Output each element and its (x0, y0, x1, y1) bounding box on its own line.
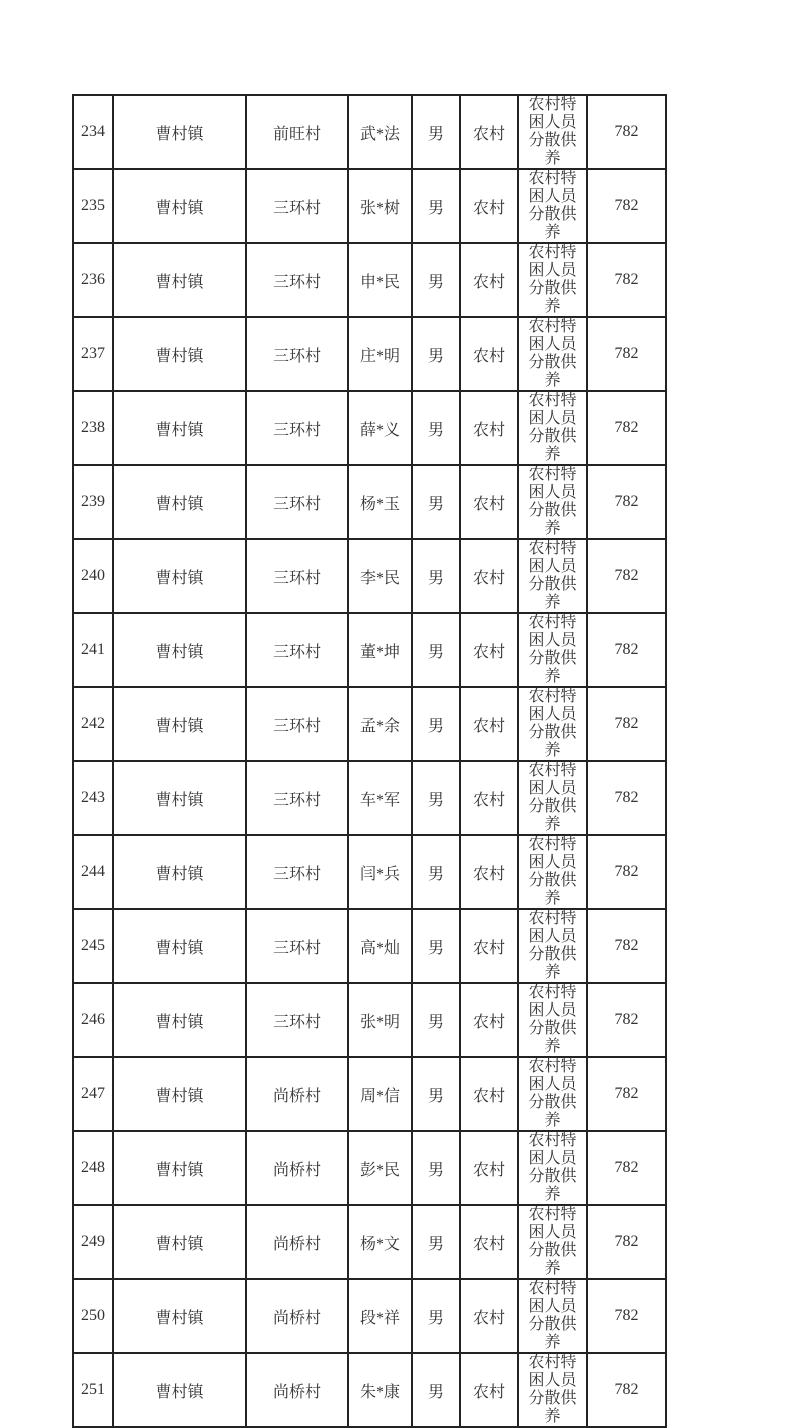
table-row (73, 761, 666, 835)
cell-support-type: 农村特困人员分散供养 (518, 687, 587, 761)
cell-town: 曹村镇 (113, 687, 246, 761)
table-row (73, 835, 666, 909)
table-row (73, 539, 666, 613)
cell-person-name: 杨*玉 (348, 465, 412, 539)
table-row (73, 613, 666, 687)
table-row (73, 243, 666, 317)
cell-person-name: 薛*义 (348, 391, 412, 465)
cell-gender: 男 (412, 317, 460, 391)
cell-town: 曹村镇 (113, 1131, 246, 1205)
cell-support-type: 农村特困人员分散供养 (518, 835, 587, 909)
cell-person-name: 彭*民 (348, 1131, 412, 1205)
cell-village: 三环村 (246, 687, 348, 761)
cell-gender: 男 (412, 761, 460, 835)
cell-gender: 男 (412, 687, 460, 761)
table-row (73, 687, 666, 761)
cell-gender: 男 (412, 539, 460, 613)
cell-person-name: 董*坤 (348, 613, 412, 687)
cell-area-type: 农村 (460, 761, 518, 835)
cell-amount: 782 (587, 1205, 666, 1279)
cell-support-type: 农村特困人员分散供养 (518, 613, 587, 687)
cell-area-type: 农村 (460, 1057, 518, 1131)
cell-town: 曹村镇 (113, 1205, 246, 1279)
cell-area-type: 农村 (460, 95, 518, 169)
cell-gender: 男 (412, 465, 460, 539)
cell-person-name: 张*树 (348, 169, 412, 243)
cell-town: 曹村镇 (113, 539, 246, 613)
cell-area-type: 农村 (460, 1279, 518, 1353)
cell-amount: 782 (587, 317, 666, 391)
cell-amount: 782 (587, 391, 666, 465)
cell-amount: 782 (587, 1057, 666, 1131)
cell-town: 曹村镇 (113, 613, 246, 687)
cell-town: 曹村镇 (113, 983, 246, 1057)
cell-support-type: 农村特困人员分散供养 (518, 317, 587, 391)
cell-amount: 782 (587, 687, 666, 761)
cell-town: 曹村镇 (113, 243, 246, 317)
cell-village: 三环村 (246, 169, 348, 243)
cell-town: 曹村镇 (113, 1353, 246, 1427)
table-body (73, 95, 666, 1427)
cell-gender: 男 (412, 1353, 460, 1427)
table-row (73, 317, 666, 391)
cell-person-name: 庄*明 (348, 317, 412, 391)
cell-person-name: 周*信 (348, 1057, 412, 1131)
cell-person-name: 高*灿 (348, 909, 412, 983)
cell-village: 尚桥村 (246, 1279, 348, 1353)
cell-village: 三环村 (246, 243, 348, 317)
cell-row-number: 235 (73, 169, 113, 243)
table-row (73, 983, 666, 1057)
cell-village: 三环村 (246, 465, 348, 539)
cell-row-number: 236 (73, 243, 113, 317)
beneficiary-table (72, 94, 667, 1428)
cell-area-type: 农村 (460, 1205, 518, 1279)
cell-amount: 782 (587, 95, 666, 169)
cell-support-type: 农村特困人员分散供养 (518, 1131, 587, 1205)
cell-row-number: 246 (73, 983, 113, 1057)
cell-area-type: 农村 (460, 1353, 518, 1427)
cell-town: 曹村镇 (113, 95, 246, 169)
cell-gender: 男 (412, 1057, 460, 1131)
cell-town: 曹村镇 (113, 909, 246, 983)
cell-row-number: 238 (73, 391, 113, 465)
cell-row-number: 245 (73, 909, 113, 983)
table-row (73, 1057, 666, 1131)
cell-town: 曹村镇 (113, 465, 246, 539)
cell-village: 三环村 (246, 835, 348, 909)
table-row (73, 1279, 666, 1353)
cell-person-name: 闫*兵 (348, 835, 412, 909)
table-row (73, 909, 666, 983)
table-row (73, 465, 666, 539)
cell-town: 曹村镇 (113, 169, 246, 243)
cell-area-type: 农村 (460, 243, 518, 317)
cell-area-type: 农村 (460, 909, 518, 983)
cell-support-type: 农村特困人员分散供养 (518, 1279, 587, 1353)
cell-row-number: 237 (73, 317, 113, 391)
cell-row-number: 243 (73, 761, 113, 835)
cell-person-name: 孟*余 (348, 687, 412, 761)
table-row (73, 95, 666, 169)
cell-person-name: 张*明 (348, 983, 412, 1057)
cell-row-number: 239 (73, 465, 113, 539)
cell-village: 三环村 (246, 539, 348, 613)
cell-amount: 782 (587, 613, 666, 687)
cell-area-type: 农村 (460, 613, 518, 687)
cell-village: 三环村 (246, 983, 348, 1057)
cell-gender: 男 (412, 1279, 460, 1353)
cell-support-type: 农村特困人员分散供养 (518, 761, 587, 835)
cell-town: 曹村镇 (113, 835, 246, 909)
cell-support-type: 农村特困人员分散供养 (518, 1057, 587, 1131)
cell-person-name: 段*祥 (348, 1279, 412, 1353)
cell-town: 曹村镇 (113, 391, 246, 465)
cell-area-type: 农村 (460, 687, 518, 761)
cell-support-type: 农村特困人员分散供养 (518, 909, 587, 983)
cell-village: 三环村 (246, 613, 348, 687)
cell-amount: 782 (587, 465, 666, 539)
cell-area-type: 农村 (460, 1131, 518, 1205)
cell-amount: 782 (587, 169, 666, 243)
cell-row-number: 248 (73, 1131, 113, 1205)
cell-village: 前旺村 (246, 95, 348, 169)
table-row (73, 1205, 666, 1279)
cell-row-number: 242 (73, 687, 113, 761)
cell-gender: 男 (412, 1131, 460, 1205)
cell-row-number: 251 (73, 1353, 113, 1427)
table-row (73, 1131, 666, 1205)
cell-amount: 782 (587, 1131, 666, 1205)
table-row (73, 1353, 666, 1427)
cell-person-name: 李*民 (348, 539, 412, 613)
cell-gender: 男 (412, 983, 460, 1057)
cell-area-type: 农村 (460, 169, 518, 243)
cell-support-type: 农村特困人员分散供养 (518, 1353, 587, 1427)
cell-gender: 男 (412, 169, 460, 243)
cell-support-type: 农村特困人员分散供养 (518, 391, 587, 465)
cell-person-name: 武*法 (348, 95, 412, 169)
cell-row-number: 249 (73, 1205, 113, 1279)
cell-support-type: 农村特困人员分散供养 (518, 95, 587, 169)
cell-town: 曹村镇 (113, 1279, 246, 1353)
cell-village: 尚桥村 (246, 1353, 348, 1427)
cell-row-number: 241 (73, 613, 113, 687)
cell-gender: 男 (412, 391, 460, 465)
cell-gender: 男 (412, 909, 460, 983)
cell-row-number: 244 (73, 835, 113, 909)
cell-amount: 782 (587, 1353, 666, 1427)
cell-amount: 782 (587, 539, 666, 613)
cell-village: 尚桥村 (246, 1057, 348, 1131)
cell-person-name: 杨*文 (348, 1205, 412, 1279)
cell-area-type: 农村 (460, 835, 518, 909)
cell-amount: 782 (587, 835, 666, 909)
cell-town: 曹村镇 (113, 1057, 246, 1131)
cell-row-number: 247 (73, 1057, 113, 1131)
cell-support-type: 农村特困人员分散供养 (518, 465, 587, 539)
cell-area-type: 农村 (460, 391, 518, 465)
cell-amount: 782 (587, 243, 666, 317)
cell-person-name: 申*民 (348, 243, 412, 317)
cell-village: 三环村 (246, 909, 348, 983)
cell-row-number: 250 (73, 1279, 113, 1353)
cell-row-number: 234 (73, 95, 113, 169)
cell-area-type: 农村 (460, 465, 518, 539)
cell-support-type: 农村特困人员分散供养 (518, 1205, 587, 1279)
cell-support-type: 农村特困人员分散供养 (518, 169, 587, 243)
cell-amount: 782 (587, 983, 666, 1057)
cell-gender: 男 (412, 835, 460, 909)
cell-village: 三环村 (246, 761, 348, 835)
cell-village: 三环村 (246, 391, 348, 465)
cell-support-type: 农村特困人员分散供养 (518, 243, 587, 317)
table-row (73, 169, 666, 243)
cell-area-type: 农村 (460, 983, 518, 1057)
cell-amount: 782 (587, 909, 666, 983)
cell-person-name: 朱*康 (348, 1353, 412, 1427)
cell-area-type: 农村 (460, 317, 518, 391)
cell-gender: 男 (412, 1205, 460, 1279)
cell-area-type: 农村 (460, 539, 518, 613)
cell-person-name: 车*军 (348, 761, 412, 835)
cell-town: 曹村镇 (113, 317, 246, 391)
cell-town: 曹村镇 (113, 761, 246, 835)
cell-village: 尚桥村 (246, 1131, 348, 1205)
cell-gender: 男 (412, 243, 460, 317)
cell-village: 尚桥村 (246, 1205, 348, 1279)
cell-village: 三环村 (246, 317, 348, 391)
table-row (73, 391, 666, 465)
cell-amount: 782 (587, 761, 666, 835)
cell-support-type: 农村特困人员分散供养 (518, 539, 587, 613)
cell-gender: 男 (412, 95, 460, 169)
cell-row-number: 240 (73, 539, 113, 613)
cell-gender: 男 (412, 613, 460, 687)
cell-amount: 782 (587, 1279, 666, 1353)
cell-support-type: 农村特困人员分散供养 (518, 983, 587, 1057)
